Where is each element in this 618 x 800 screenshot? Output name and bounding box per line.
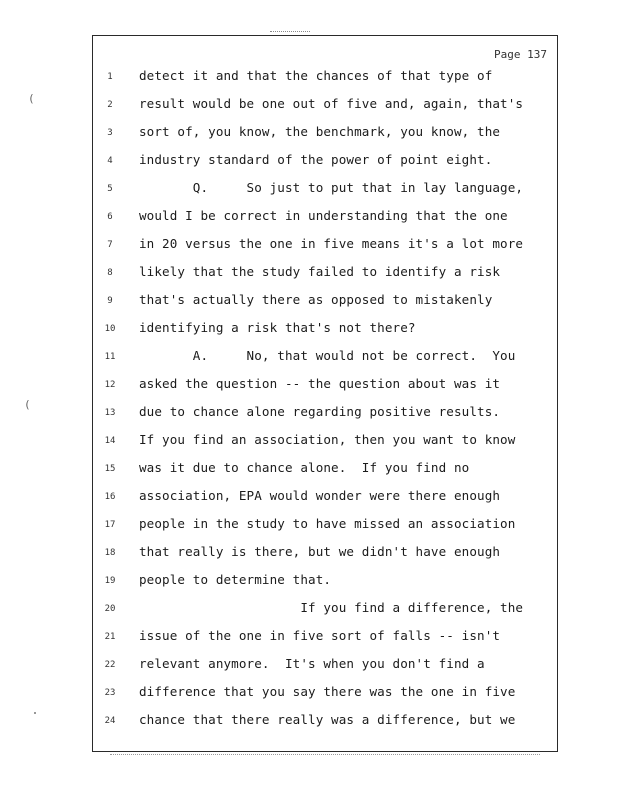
line-number: 15 xyxy=(104,464,116,474)
line-text: industry standard of the power of point eight. xyxy=(139,152,493,167)
line-text: due to chance alone regarding positive results. xyxy=(139,404,501,419)
transcript-line xyxy=(93,376,559,396)
transcript-page xyxy=(92,35,558,752)
transcript-line xyxy=(93,404,559,424)
scan-artifact-bottom xyxy=(110,754,540,756)
line-text: people in the study to have missed an association xyxy=(139,516,516,531)
scan-artifact-top xyxy=(270,31,310,33)
line-number: 16 xyxy=(104,492,116,502)
line-number: 22 xyxy=(104,660,116,670)
transcript-line xyxy=(93,684,559,704)
line-text: issue of the one in five sort of falls -- isn't xyxy=(139,628,501,643)
line-number: 17 xyxy=(104,520,116,530)
line-text: association, EPA would wonder were there enough xyxy=(139,488,501,503)
line-number: 8 xyxy=(107,268,113,278)
line-text: identifying a risk that's not there? xyxy=(139,320,416,335)
line-number: 9 xyxy=(107,296,113,306)
line-text: difference that you say there was the one in five xyxy=(139,684,516,699)
transcript-line xyxy=(93,460,559,480)
line-text: in 20 versus the one in five means it's a lot more xyxy=(139,236,524,251)
line-number: 24 xyxy=(104,716,116,726)
line-number: 20 xyxy=(104,604,116,614)
line-number: 21 xyxy=(104,632,116,642)
transcript-line xyxy=(93,628,559,648)
line-number: 10 xyxy=(104,324,116,334)
line-text: that's actually there as opposed to mistakenly xyxy=(139,292,493,307)
transcript-line xyxy=(93,236,559,256)
line-number: 12 xyxy=(104,380,116,390)
transcript-line xyxy=(93,348,559,368)
page-number: Page 137 xyxy=(494,48,547,61)
line-text: If you find a difference, the xyxy=(139,600,524,615)
line-number: 23 xyxy=(104,688,116,698)
transcript-line xyxy=(93,208,559,228)
transcript-line xyxy=(93,712,559,732)
line-text: A. No, that would not be correct. You xyxy=(139,348,516,363)
line-number: 4 xyxy=(107,156,113,166)
transcript-line xyxy=(93,488,559,508)
scan-speck xyxy=(34,712,36,714)
line-text: chance that there really was a difference, but we xyxy=(139,712,516,727)
line-number: 11 xyxy=(104,352,116,362)
transcript-line xyxy=(93,432,559,452)
transcript-line xyxy=(93,292,559,312)
line-text: likely that the study failed to identify a risk xyxy=(139,264,501,279)
margin-mark-top: ( xyxy=(28,92,35,105)
transcript-line xyxy=(93,320,559,340)
line-number: 3 xyxy=(107,128,113,138)
transcript-line xyxy=(93,180,559,200)
line-number: 14 xyxy=(104,436,116,446)
transcript-line xyxy=(93,96,559,116)
line-number: 19 xyxy=(104,576,116,586)
line-number: 7 xyxy=(107,240,113,250)
line-text: was it due to chance alone. If you find no xyxy=(139,460,470,475)
line-number: 18 xyxy=(104,548,116,558)
transcript-line xyxy=(93,68,559,88)
transcript-line xyxy=(93,264,559,284)
transcript-line xyxy=(93,516,559,536)
transcript-line xyxy=(93,124,559,144)
transcript-line xyxy=(93,656,559,676)
line-number: 1 xyxy=(107,72,113,82)
transcript-line xyxy=(93,544,559,564)
line-text: detect it and that the chances of that type of xyxy=(139,68,493,83)
transcript-line xyxy=(93,572,559,592)
line-text: relevant anymore. It's when you don't find a xyxy=(139,656,485,671)
transcript-line xyxy=(93,152,559,172)
line-text: people to determine that. xyxy=(139,572,332,587)
line-text: sort of, you know, the benchmark, you know, the xyxy=(139,124,501,139)
line-text: If you find an association, then you want to know xyxy=(139,432,516,447)
transcript-line xyxy=(93,600,559,620)
line-text: result would be one out of five and, again, that's xyxy=(139,96,524,111)
margin-mark-middle: ( xyxy=(24,398,31,411)
line-text: would I be correct in understanding that the one xyxy=(139,208,508,223)
line-number: 13 xyxy=(104,408,116,418)
line-number: 5 xyxy=(107,184,113,194)
line-number: 2 xyxy=(107,100,113,110)
line-text: Q. So just to put that in lay language, xyxy=(139,180,524,195)
line-text: that really is there, but we didn't have enough xyxy=(139,544,501,559)
line-text: asked the question -- the question about was it xyxy=(139,376,501,391)
line-number: 6 xyxy=(107,212,113,222)
